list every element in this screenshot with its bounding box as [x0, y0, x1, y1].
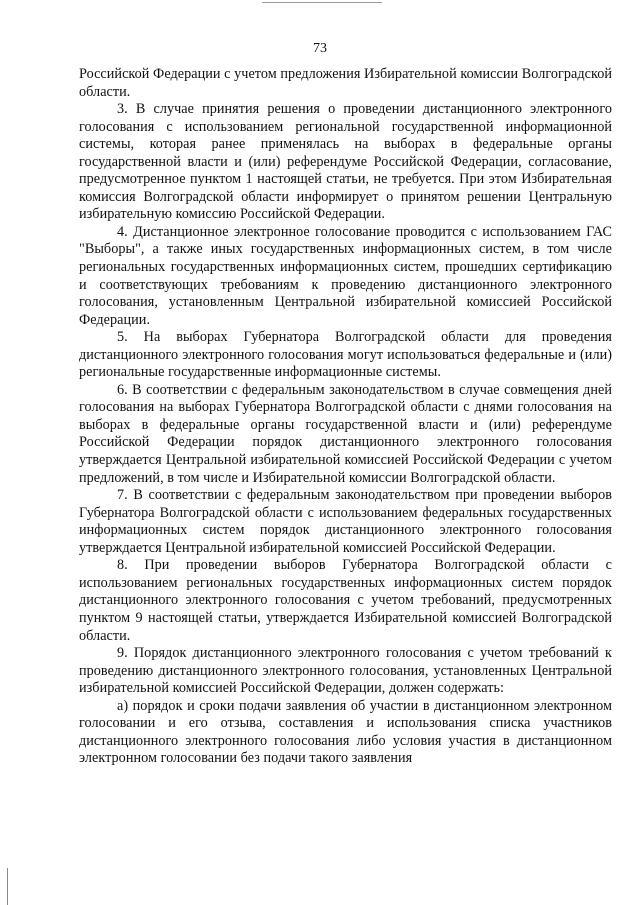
- paragraph-item-9: 9. Порядок дистанционного электронного голосования с учетом требований к проведению дистанционного электронного голосования, установленных Центральной избирательной комиссией Российской Федерации, должен содержать:: [79, 645, 612, 697]
- paragraph-item-7: 7. В соответствии с федеральным законодательством при проведении выборов Губернатора Волгоградской области с использованием федеральных государственных информационных систем порядок дистанционного электронного голосования утверждается Центральной избирательной комиссией Российской Федерации.: [79, 487, 612, 556]
- paragraph-item-5: 5. На выборах Губернатора Волгоградской области для проведения дистанционного электронного голосования могут использоваться федеральные и (или) региональные государственные информационные системы.: [79, 329, 612, 381]
- paragraph-item-8: 8. При проведении выборов Губернатора Волгоградской области с использованием региональных государственных информационных систем порядок дистанционного электронного голосования с учетом требований, предусмотренных пунктом 9 настоящей статьи, утверждается Избирательной комиссией Волгоградской области.: [79, 557, 612, 644]
- paragraph-item-4: 4. Дистанционное электронное голосование проводится с использованием ГАС "Выборы", а также иных государственных информационных систем, в том числе региональных государственных информационных систем, прошедших сертификацию и соответствующих требованиям к проведению дистанционного электронного голосования, установленным Центральной избирательной комиссией Российской Федерации.: [79, 223, 612, 328]
- document-body: [79, 66, 612, 768]
- paragraph-continuation: Российской Федерации с учетом предложения Избирательной комиссии Волгоградской области.: [79, 66, 612, 100]
- paragraph-subitem-a: а) порядок и сроки подачи заявления об участии в дистанционном электронном голосовании и его отзыва, составления и использования списка участников дистанционного электронного голосования либо условия участия в дистанционном электронном голосовании без подачи такого заявления: [79, 697, 612, 767]
- scan-edge-line-top: [262, 2, 382, 3]
- paragraph-item-6: 6. В соответствии с федеральным законодательством в случае совмещения дней голосования на выборах Губернатора Волгоградской области с днями голосования на выборах в федеральные органы государственной власти и (или) референдуме Российской Федерации порядок дистанционного электронного голосования утверждается Центральной избирательной комиссией Российской Федерации с учетом предложений, в том числе и Избирательной комиссии Волгоградской области.: [79, 381, 612, 486]
- paragraph-item-3: 3. В случае принятия решения о проведении дистанционного электронного голосования с использованием региональной государственной информационной системы, которая ранее применялась на выборах в федеральные органы государственной власти и (или) референдуме Российской Федерации, согласование, предусмотренное пунктом 1 настоящей статьи, не требуется. При этом Избирательная комиссия Волгоградской области информирует о принятом решении Центральную избирательную комиссию Российской Федерации.: [79, 101, 612, 223]
- page-number: 73: [313, 41, 327, 56]
- scan-edge-mark-left: [7, 868, 8, 905]
